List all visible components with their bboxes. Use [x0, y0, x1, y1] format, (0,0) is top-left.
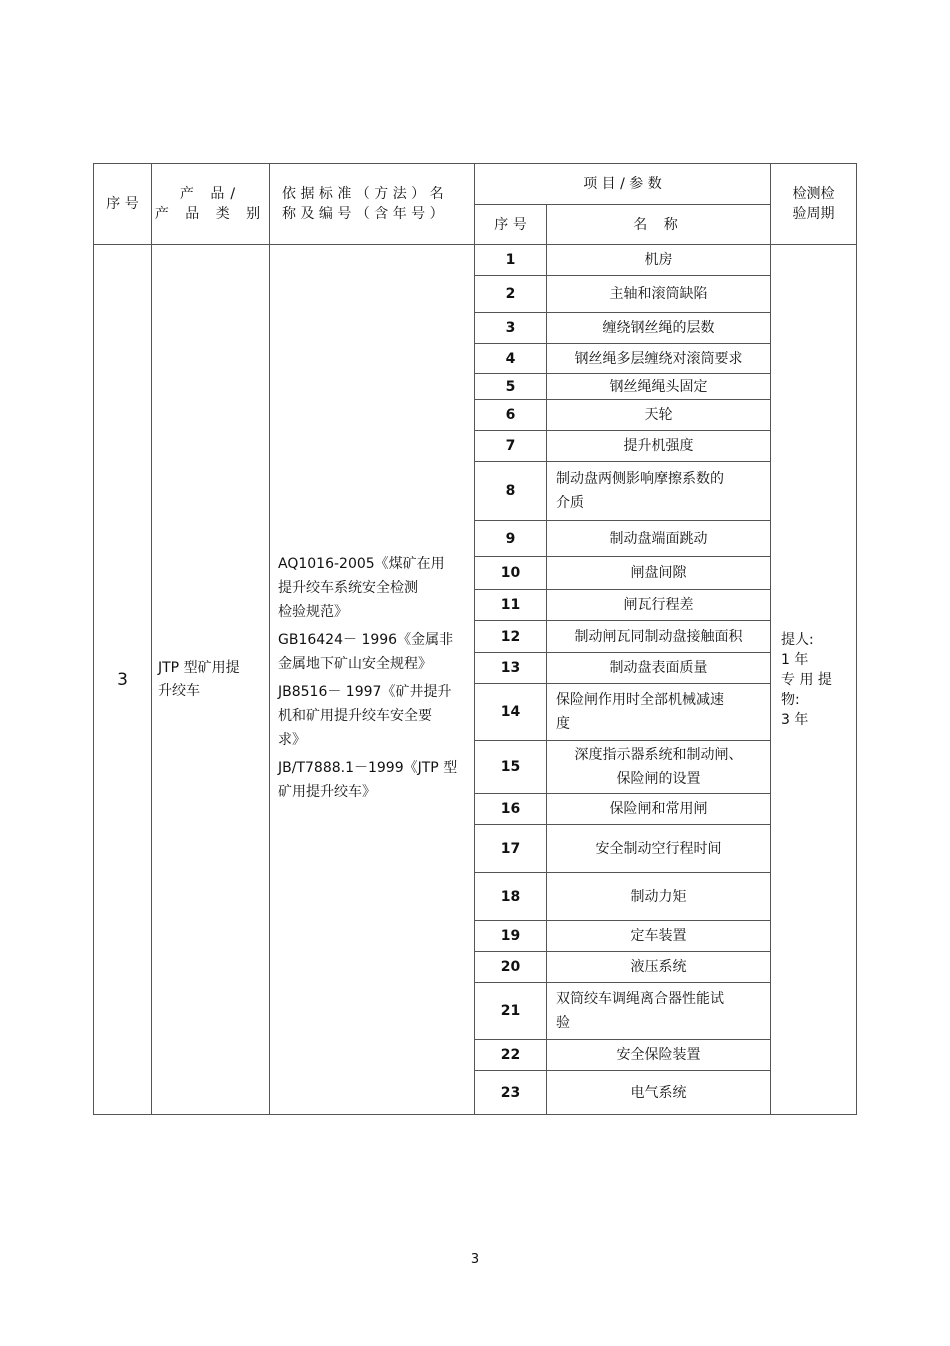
header-period: 检测检 验周期 [771, 164, 857, 245]
item-name: 保险闸作用时全部机械减速 度 [547, 684, 771, 741]
item-number: 6 [475, 400, 547, 431]
item-number: 20 [475, 952, 547, 983]
item-name: 深度指示器系统和制动闸、 保险闸的设置 [547, 741, 771, 794]
item-number: 17 [475, 825, 547, 873]
item-number: 12 [475, 621, 547, 653]
item-number: 9 [475, 521, 547, 557]
item-number: 4 [475, 344, 547, 374]
item-number: 21 [475, 983, 547, 1040]
item-name: 制动盘两侧影响摩擦系数的 介质 [547, 462, 771, 521]
item-name: 闸盘间隙 [547, 557, 771, 590]
item-name: 安全制动空行程时间 [547, 825, 771, 873]
header-product: 产 品/ 产 品 类 别 [152, 164, 270, 245]
item-number: 1 [475, 245, 547, 276]
standard-reference: JB/T7888.1－1999《JTP 型 矿用提升绞车》 [278, 759, 458, 800]
item-name: 机房 [547, 245, 771, 276]
item-name: 主轴和滚筒缺陷 [547, 276, 771, 313]
item-name: 定车装置 [547, 921, 771, 952]
header-seq: 序 号 [94, 164, 152, 245]
header-item-seq: 序 号 [475, 205, 547, 245]
item-number: 7 [475, 431, 547, 462]
item-number: 13 [475, 653, 547, 684]
item-number: 16 [475, 794, 547, 825]
item-number: 2 [475, 276, 547, 313]
item-name: 保险闸和常用闸 [547, 794, 771, 825]
item-number: 3 [475, 313, 547, 344]
inspection-table [93, 163, 857, 1115]
page-number: 3 [470, 1252, 480, 1267]
item-number: 18 [475, 873, 547, 921]
header-item-name: 名 称 [547, 205, 771, 245]
row-seq: 3 [94, 245, 152, 1115]
product-category: JTP 型矿用提 升绞车 [152, 245, 270, 1115]
item-number: 10 [475, 557, 547, 590]
item-number: 15 [475, 741, 547, 794]
item-number: 11 [475, 590, 547, 621]
item-number: 8 [475, 462, 547, 521]
standard-reference: GB16424－ 1996《金属非 金属地下矿山安全规程》 [278, 631, 454, 672]
header-standard: 依 据 标 准 （ 方 法 ） 名 称 及 编 号 （ 含 年 号 ） [270, 164, 475, 245]
item-number: 5 [475, 374, 547, 400]
table-row [94, 245, 857, 276]
item-name: 双筒绞车调绳离合器性能试 验 [547, 983, 771, 1040]
item-name: 提升机强度 [547, 431, 771, 462]
item-number: 14 [475, 684, 547, 741]
standards-list [270, 245, 475, 1115]
item-number: 23 [475, 1071, 547, 1115]
standard-reference: AQ1016-2005《煤矿在用 提升绞车系统安全检测 检验规范》 [278, 555, 445, 620]
standard-reference: JB8516－ 1997《矿井提升 机和矿用提升绞车安全要 求》 [278, 683, 452, 748]
inspection-period: 提人: 1 年 专 用 提 物: 3 年 [771, 245, 857, 1115]
item-name: 钢丝绳绳头固定 [547, 374, 771, 400]
item-name: 制动闸瓦同制动盘接触面积 [547, 621, 771, 653]
item-name: 电气系统 [547, 1071, 771, 1115]
item-name: 制动盘表面质量 [547, 653, 771, 684]
item-number: 19 [475, 921, 547, 952]
item-number: 22 [475, 1040, 547, 1071]
item-name: 安全保险装置 [547, 1040, 771, 1071]
item-name: 天轮 [547, 400, 771, 431]
item-name: 钢丝绳多层缠绕对滚筒要求 [547, 344, 771, 374]
item-name: 制动盘端面跳动 [547, 521, 771, 557]
item-name: 液压系统 [547, 952, 771, 983]
item-name: 闸瓦行程差 [547, 590, 771, 621]
item-name: 制动力矩 [547, 873, 771, 921]
item-name: 缠绕钢丝绳的层数 [547, 313, 771, 344]
header-items-params: 项 目 / 参 数 [475, 164, 771, 205]
